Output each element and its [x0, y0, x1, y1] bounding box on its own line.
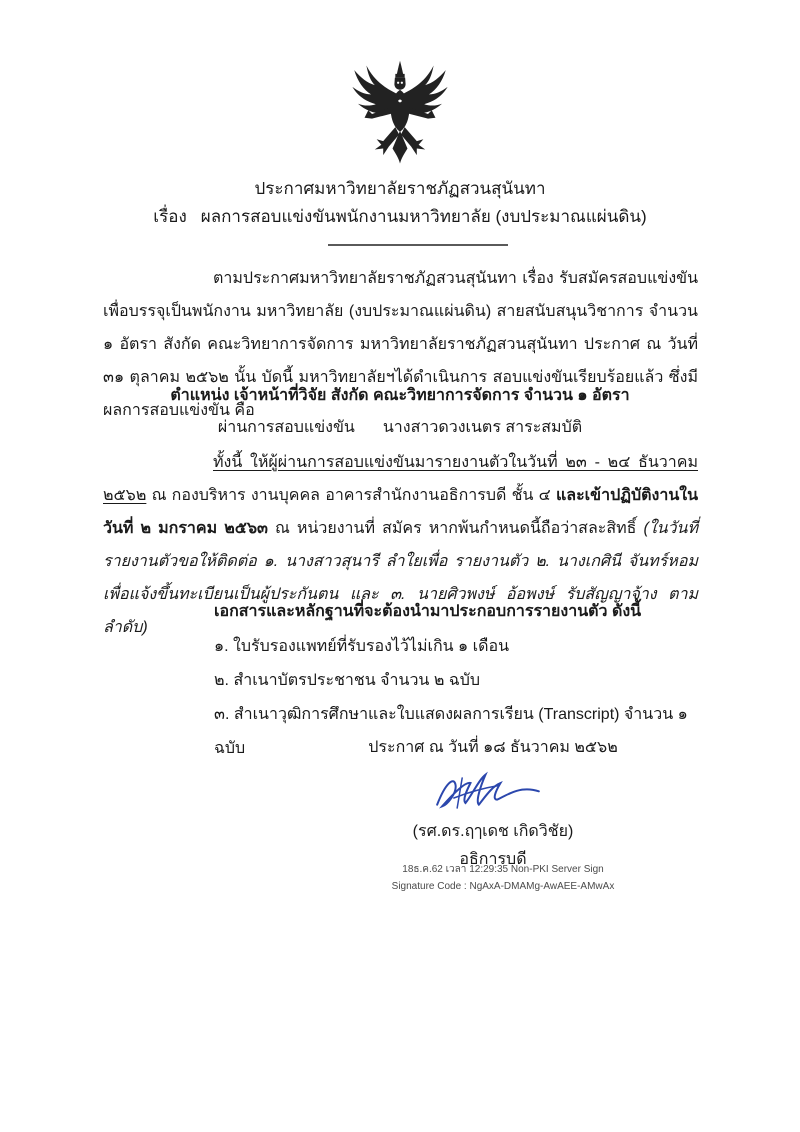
- signer-title: อธิการบดี: [459, 851, 527, 868]
- page-title: ประกาศมหาวิทยาลัยราชภัฏสวนสุนันทา: [254, 179, 546, 198]
- forfeit-text: ณ หน่วยงานที่ สมัคร หากพ้นกำหนดนี้ถือว่าสละสิทธิ์: [267, 520, 644, 537]
- exam-pass-line: [0, 416, 800, 440]
- pass-name: นางสาวดวงเนตร สาระสมบัติ: [382, 419, 583, 436]
- announcement-date: ประกาศ ณ วันที่ ๑๘ ธันวาคม ๒๕๖๒: [368, 739, 618, 756]
- subject-label: เรื่อง: [153, 207, 187, 226]
- garuda-emblem-icon: [344, 56, 456, 172]
- report-dates-underlined: ทั้งนี้ ให้ผู้ผ่านการสอบแข่งขันมารายงานตัวในวันที่ ๒๓ - ๒๔ ธันวาคม ๒๕๖๒: [103, 454, 698, 504]
- digital-sign-info-line2: Signature Code : NgAxA-DMAMg-AwAEE-AMwAx: [391, 881, 615, 892]
- list-item: ๒. สำเนาบัตรประชาชน จำนวน ๒ ฉบับ: [214, 672, 481, 689]
- start-work-date-bold: และเข้าปฏิบัติงานในวันที่ ๒ มกราคม ๒๕๖๓: [103, 487, 698, 537]
- subject-text: ผลการสอบแข่งขันพนักงานมหาวิทยาลัย (งบประมาณแผ่นดิน): [200, 207, 647, 226]
- contact-persons-italic: (ในวันที่รายงานตัวขอให้ติดต่อ ๑. นางสาวสุนารี ลำใยเพื่อ รายงานตัว ๒. นางเกศินี จันทร์หอม เพื่อแจ้งขึ้นทะเบียนเป็นผู้ประกันตน และ ๓. นายศิวพงษ์ อ้อพงษ์ รับสัญญาจ้าง ตามลำดับ): [103, 520, 699, 636]
- pass-label: ผ่านการสอบแข่งขัน: [217, 419, 355, 436]
- documents-heading: เอกสารและหลักฐานที่จะต้องนำมาประกอบการรายงานตัว ดังนี้: [214, 603, 642, 620]
- list-item: ๓. สำเนาวุฒิการศึกษาและใบแสดงผลการเรียน (Transcript) จำนวน ๑ ฉบับ: [214, 706, 688, 757]
- title-divider: [328, 244, 508, 246]
- position-summary-line: ตำแหน่ง เจ้าหน้าที่วิจัย สังกัด คณะวิทยาการจัดการ จำนวน ๑ อัตรา: [170, 387, 630, 404]
- digital-sign-info-line1: 18ธ.ค.62 เวลา 12:29:35 Non-PKI Server Sign: [402, 864, 604, 875]
- list-item: ๑. ใบรับรองแพทย์ที่รับรองไว้ไม่เกิน ๑ เดือน: [214, 638, 510, 655]
- signer-name: (รศ.ดร.ฤๅเดช เกิดวิชัย): [412, 823, 574, 840]
- signature-image: [413, 768, 563, 818]
- subject-line: [0, 206, 800, 228]
- report-location-text: ณ กองบริหาร งานบุคคล อาคารสำนักงานอธิการบดี ชั้น ๔: [146, 487, 556, 504]
- paragraph-intro: ตามประกาศมหาวิทยาลัยราชภัฏสวนสุนันทา เรื่อง รับสมัครสอบแข่งขันเพื่อบรรจุเป็นพนักงาน มหาวิทยาลัย (งบประมาณแผ่นดิน) สายสนับสนุนวิชาการ จำนวน ๑ อัตรา สังกัด คณะวิทยาการจัดการ มหาวิทยาลัยราชภัฏสวนสุนันทา ประกาศ ณ วันที่ ๓๑ ตุลาคม ๒๕๖๒ นั้น บัดนี้ มหาวิทยาลัยฯได้ดำเนินการ สอบแข่งขันเรียบร้อยแล้ว ซึ่งมีผลการสอบแข่งขัน คือ: [103, 270, 698, 419]
